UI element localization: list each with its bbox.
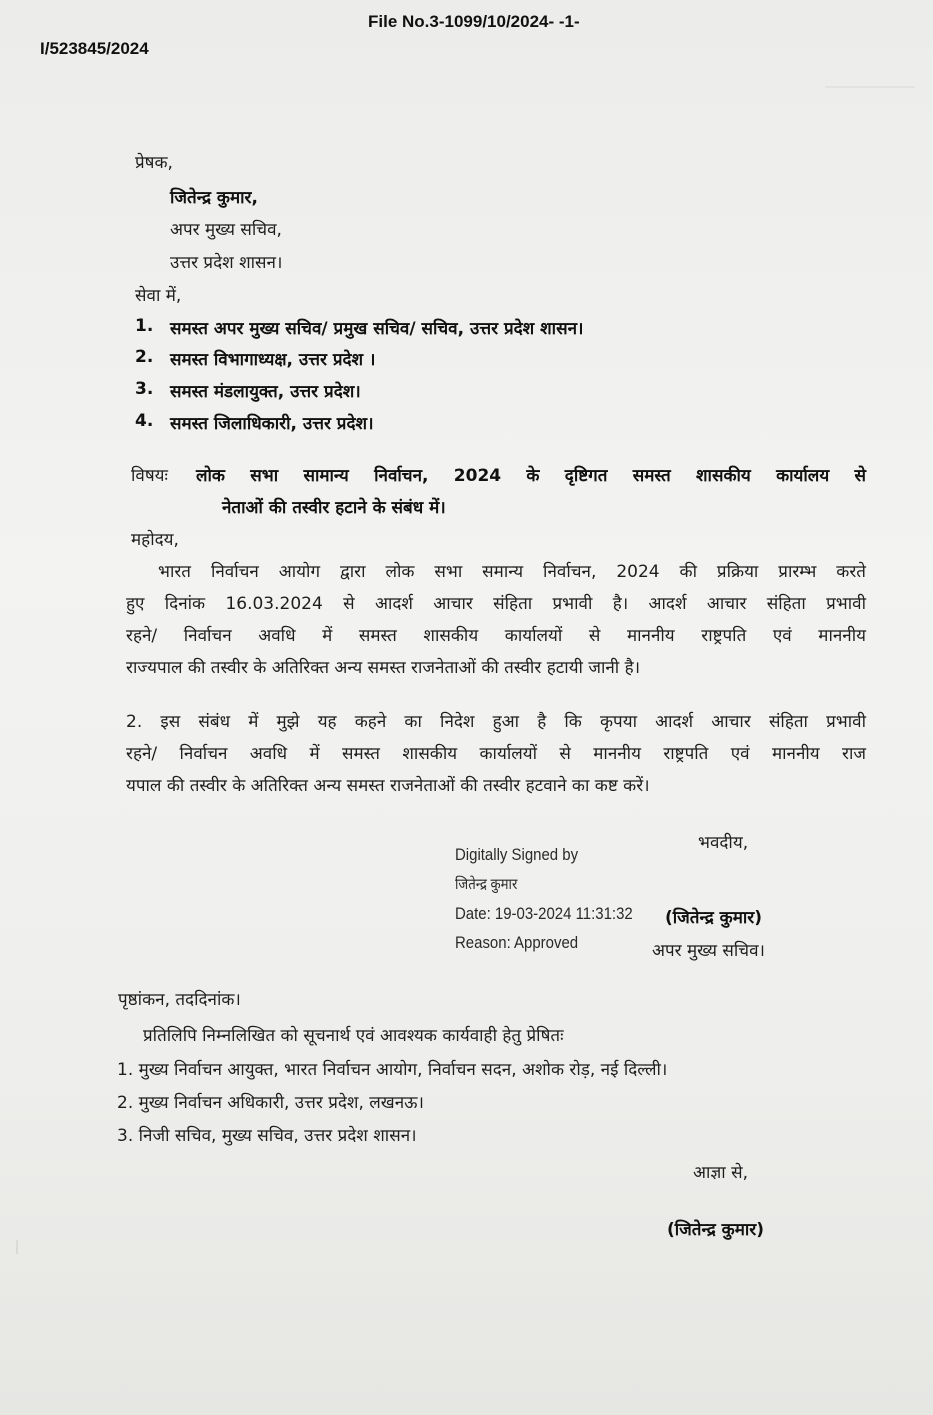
recipient-item: समस्त मंडलायुक्त, उत्तर प्रदेश। [170,382,361,402]
endorsement-item: 2. मुख्य निर्वाचन अधिकारी, उत्तर प्रदेश, लखनऊ। [117,1093,424,1113]
subject-line-1 [196,463,866,486]
endorsement-item: 3. निजी सचिव, मुख्य सचिव, उत्तर प्रदेश शासन। [117,1126,417,1146]
recipient-item: समस्त अपर मुख्य सचिव/ प्रमुख सचिव/ सचिव, उत्तर प्रदेश शासन। [170,319,584,339]
paragraph-line: हुए दिनांक 16.03.2024 से आदर्श आचार संहिता प्रभावी है। आदर्श आचार संहिता प्रभावी [126,594,866,614]
reference-number: I/523845/2024 [40,39,149,58]
subject-label: विषयः [131,466,168,486]
file-number: File No.3-1099/10/2024- -1- [368,12,580,31]
recipient-number: 2. [135,347,154,367]
subject-line-2: नेताओं की तस्वीर हटाने के संबंध में। [222,498,446,518]
closing-name: (जितेन्द्र कुमार) [665,908,763,928]
digital-signature-reason: Reason: Approved [455,933,579,952]
endorsement-label: पृष्ठांकन, तददिनांक। [118,990,241,1010]
digital-signature-date: Date: 19-03-2024 11:31:32 [455,904,633,923]
recipient-item: समस्त विभागाध्यक्ष, उत्तर प्रदेश । [170,350,376,370]
closing-yours: भवदीय, [698,833,749,853]
closing-designation: अपर मुख्य सचिव। [652,941,765,961]
recipient-number: 4. [135,411,154,431]
salutation: महोदय, [131,530,179,550]
subject-text: लोक सभा सामान्य निर्वाचन, 2024 के दृष्टिगत समस्त शासकीय कार्यालय से [196,466,866,486]
digital-signature-signer: जितेन्द्र कुमार [455,876,518,893]
paragraph-line: 2. इस संबंध में मुझे यह कहने का निदेश हुआ है कि कृपया आदर्श आचार संहिता प्रभावी [126,712,866,732]
paragraph-line: भारत निर्वाचन आयोग द्वारा लोक सभा समान्य निर्वाचन, 2024 की प्रक्रिया प्रारम्भ करते [158,562,866,582]
recipient-item: समस्त जिलाधिकारी, उत्तर प्रदेश। [170,414,374,434]
recipient-number: 3. [135,379,154,399]
sender-office: उत्तर प्रदेश शासन। [170,253,283,273]
recipients-label: सेवा में, [135,286,182,306]
endorsement-order: आज्ञा से, [693,1163,748,1183]
endorsement-item: 1. मुख्य निर्वाचन आयुक्त, भारत निर्वाचन आयोग, निर्वाचन सदन, अशोक रोड़, नई दिल्ली। [117,1060,668,1080]
digital-signature-line: Digitally Signed by [455,845,579,864]
scan-speck [16,1240,18,1254]
paragraph-line: रहने/ निर्वाचन अवधि में समस्त शासकीय कार्यालयों से माननीय राष्ट्रपति एवं माननीय [126,626,866,646]
paragraph-line: यपाल की तस्वीर के अतिरिक्त अन्य समस्त राजनेताओं की तस्वीर हटवाने का कष्ट करें। [126,776,650,796]
recipient-number: 1. [135,316,154,336]
sender-designation: अपर मुख्य सचिव, [170,220,282,240]
endorsement-name: (जितेन्द्र कुमार) [667,1220,765,1240]
paragraph-line: राज्यपाल की तस्वीर के अतिरिक्त अन्य समस्त राजनेताओं की तस्वीर हटायी जानी है। [126,658,641,678]
paragraph-line: रहने/ निर्वाचन अवधि में समस्त शासकीय कार्यालयों से माननीय राष्ट्रपति एवं माननीय राज [126,744,866,764]
endorsement-intro: प्रतिलिपि निम्नलिखित को सूचनार्थ एवं आवश्यक कार्यवाही हेतु प्रेषितः [143,1026,564,1046]
sender-label: प्रेषक, [135,153,173,173]
scan-speck [825,86,915,88]
paragraph-2 [126,706,866,802]
sender-name: जितेन्द्र कुमार, [170,188,258,208]
paragraph-1 [126,556,866,684]
